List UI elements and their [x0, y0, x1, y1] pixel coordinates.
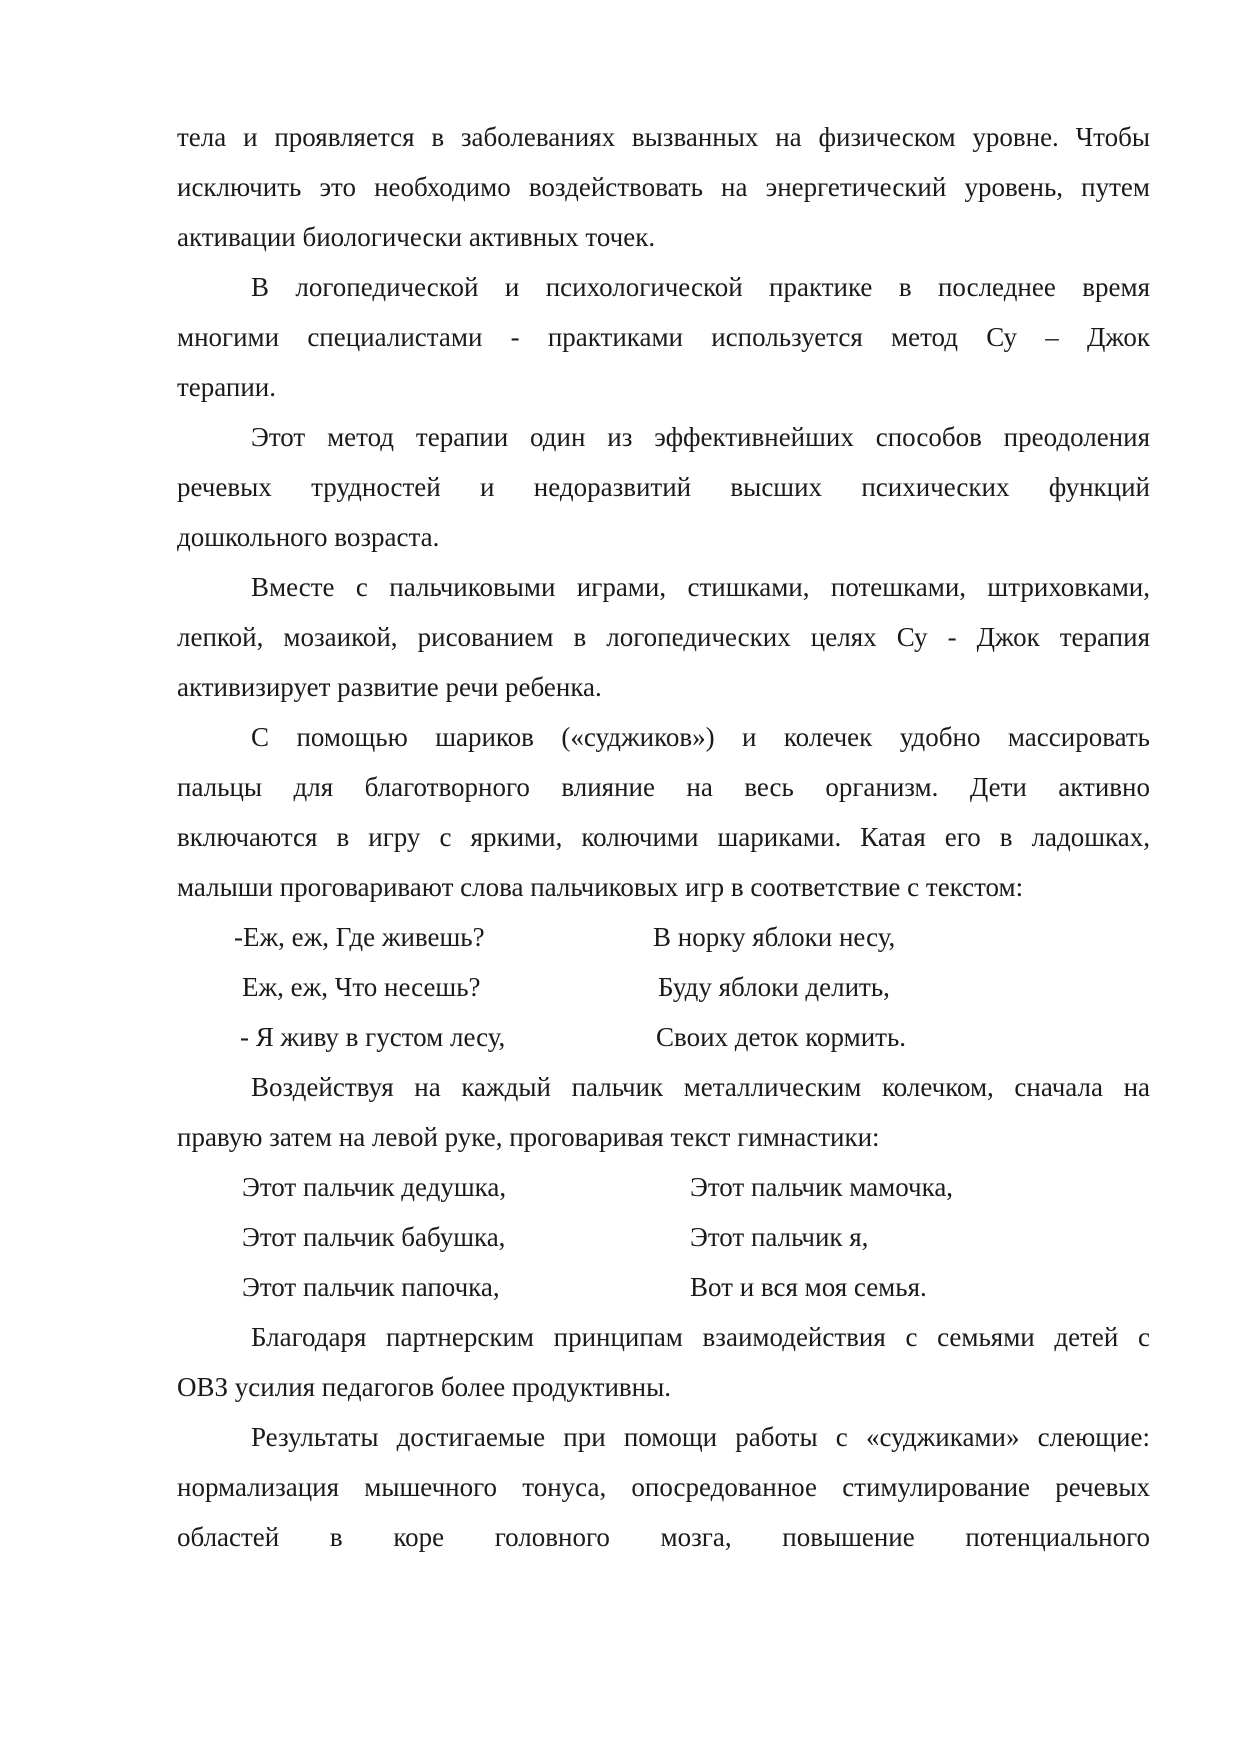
text-line: активизирует развитие речи ребенка.	[177, 672, 602, 702]
text-line: В логопедической и психологической практике в последнее время	[251, 272, 1150, 302]
text-line: Этот метод терапии один из эффективнейших способов преодоления	[251, 422, 1150, 452]
poem-right-verse: Своих деток кормить.	[656, 1022, 907, 1052]
text-line: Благодаря партнерским принципам взаимодействия с семьями детей с	[251, 1322, 1150, 1352]
text-line: Воздействуя на каждый пальчик металлическим колечком, сначала на	[251, 1072, 1150, 1102]
text-line: терапии.	[177, 372, 277, 402]
poem-right-verse: Этот пальчик мамочка,	[690, 1172, 954, 1202]
text-line: областей в коре головного мозга, повышение потенциального	[177, 1522, 1150, 1552]
text-line: малыши проговаривают слова пальчиковых игр в соответствие с текстом:	[177, 872, 1024, 902]
text-line: тела и проявляется в заболеваниях вызванных на физическом уровне. Чтобы	[177, 122, 1150, 152]
poem-line	[177, 1012, 1150, 1062]
poem-left-verse: - Я живу в густом лесу,	[240, 1022, 506, 1052]
poem-right-verse: Вот и вся моя семья.	[690, 1272, 927, 1302]
text-line: включаются в игру с яркими, колючими шариками. Катая его в ладошках,	[177, 822, 1150, 852]
text-line: правую затем на левой руке, проговаривая текст гимнастики:	[177, 1122, 880, 1152]
text-line: лепкой, мозаикой, рисованием в логопедических целях Су - Джок терапия	[177, 622, 1150, 652]
poem-left-verse: Этот пальчик дедушка,	[242, 1172, 507, 1202]
poem-right-verse: Этот пальчик я,	[690, 1222, 869, 1252]
poem-line	[177, 912, 1150, 962]
poem-right-verse: Буду яблоки делить,	[658, 972, 890, 1002]
poem-line	[177, 1262, 1150, 1312]
text-line: нормализация мышечного тонуса, опосредованное стимулирование речевых	[177, 1472, 1150, 1502]
poem-line	[177, 1162, 1150, 1212]
poem-line	[177, 962, 1150, 1012]
poem-left-verse: Этот пальчик бабушка,	[242, 1222, 506, 1252]
poem-left-verse: Этот пальчик папочка,	[242, 1272, 500, 1302]
text-line: речевых трудностей и недоразвитий высших психических функций	[177, 472, 1150, 502]
text-line: многими специалистами - практиками используется метод Су – Джок	[177, 322, 1150, 352]
text-line: Результаты достигаемые при помощи работы с «суджиками» слеющие:	[251, 1422, 1150, 1452]
poem-left-verse: Еж, еж, Что несешь?	[242, 972, 481, 1002]
poem-left-verse: -Еж, еж, Где живешь?	[234, 922, 485, 952]
text-line: ОВЗ усилия педагогов более продуктивны.	[177, 1372, 671, 1402]
text-line: С помощью шариков («суджиков») и колечек удобно массировать	[251, 722, 1150, 752]
poem-line	[177, 1212, 1150, 1262]
text-line: исключить это необходимо воздействовать на энергетический уровень, путем	[177, 172, 1150, 202]
text-line: пальцы для благотворного влияние на весь организм. Дети активно	[177, 772, 1150, 802]
text-line: Вместе с пальчиковыми играми, стишками, потешками, штриховками,	[251, 572, 1150, 602]
poem-right-verse: В норку яблоки несу,	[653, 922, 896, 952]
text-line: дошкольного возраста.	[177, 522, 440, 552]
text-line: активации биологически активных точек.	[177, 222, 656, 252]
document-body	[177, 112, 1150, 1562]
